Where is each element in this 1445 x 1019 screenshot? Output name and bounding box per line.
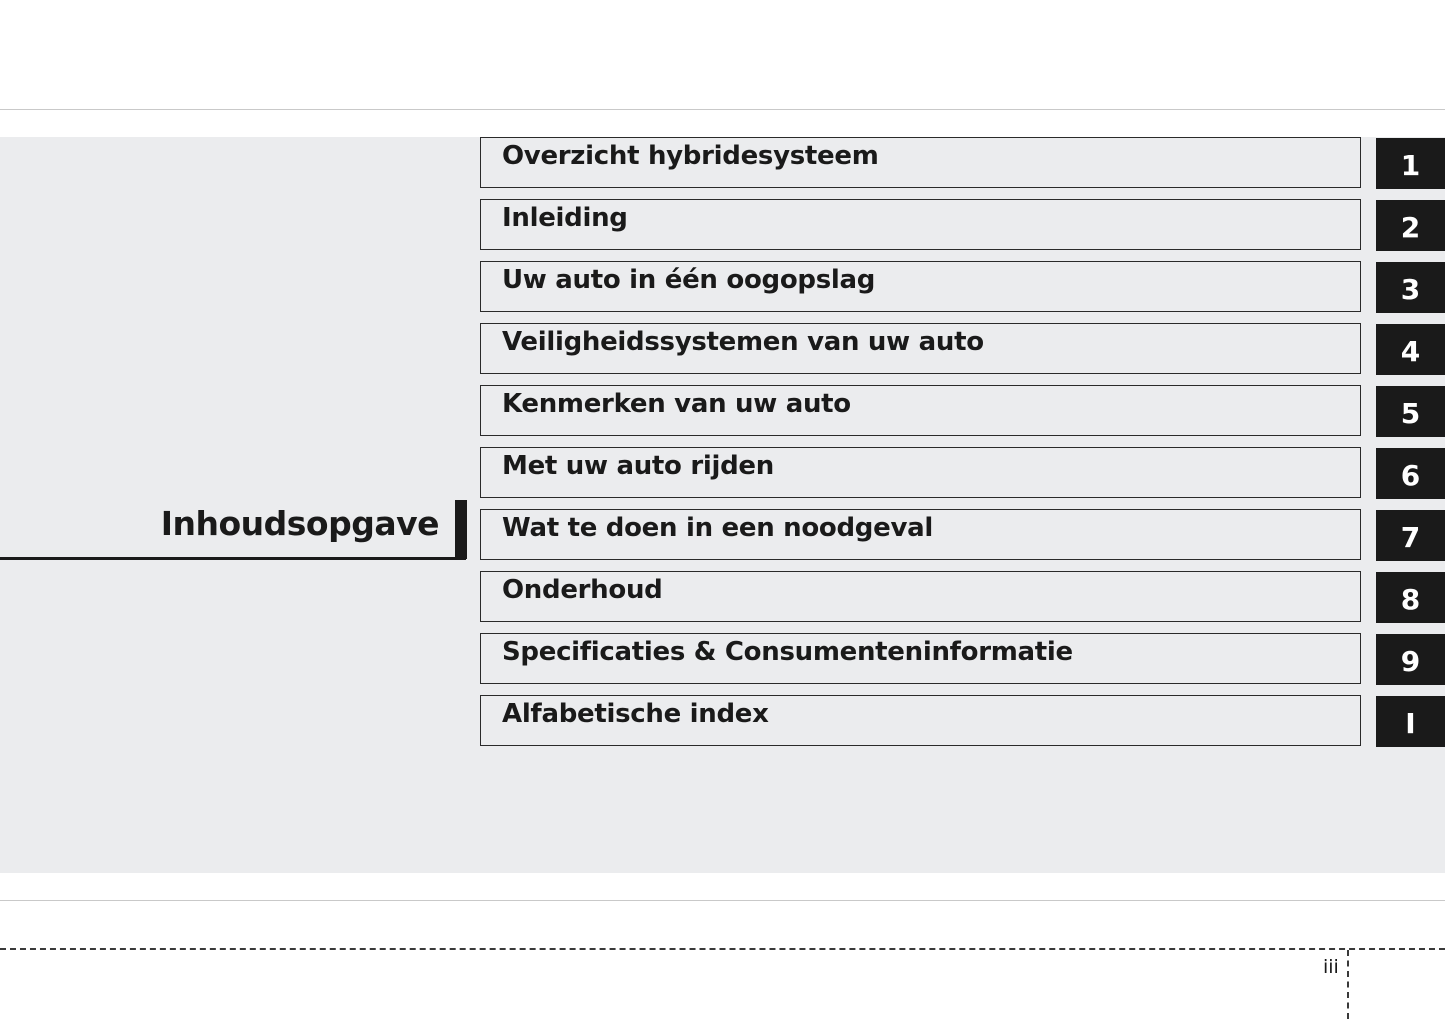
bottom-rule (0, 900, 1445, 901)
chapter-link[interactable] (480, 199, 1361, 250)
chapter-label: Wat te doen in een noodgeval (502, 513, 933, 543)
chapter-number-tab[interactable]: 3 (1376, 262, 1445, 313)
chapter-number-tab[interactable]: I (1376, 696, 1445, 747)
chapter-link[interactable] (480, 571, 1361, 622)
chapter-link[interactable] (480, 261, 1361, 312)
chapter-link[interactable] (480, 509, 1361, 560)
chapter-label: Inleiding (502, 203, 628, 233)
toc-title: Inhoudsopgave (160, 504, 439, 543)
chapter-link[interactable] (480, 447, 1361, 498)
title-marker-bar (455, 500, 467, 559)
chapter-number-tab[interactable]: 5 (1376, 386, 1445, 437)
chapter-number-tab[interactable]: 7 (1376, 510, 1445, 561)
trim-line-horizontal (0, 948, 1445, 950)
chapter-link[interactable] (480, 695, 1361, 746)
chapter-number-tab[interactable]: 1 (1376, 138, 1445, 189)
trim-line-vertical (1347, 950, 1349, 1019)
title-underline (0, 557, 466, 560)
chapter-number-tab[interactable]: 4 (1376, 324, 1445, 375)
chapter-label: Overzicht hybridesysteem (502, 141, 879, 171)
chapter-label: Kenmerken van uw auto (502, 389, 851, 419)
chapter-link[interactable] (480, 385, 1361, 436)
chapter-label: Met uw auto rijden (502, 451, 774, 481)
chapter-number-tab[interactable]: 6 (1376, 448, 1445, 499)
chapter-label: Specificaties & Consumenteninformatie (502, 637, 1073, 667)
chapter-label: Onderhoud (502, 575, 663, 605)
chapter-link[interactable] (480, 323, 1361, 374)
chapter-link[interactable] (480, 633, 1361, 684)
chapter-label: Veiligheidssystemen van uw auto (502, 327, 984, 357)
top-rule (0, 109, 1445, 110)
chapter-number-tab[interactable]: 8 (1376, 572, 1445, 623)
chapter-label: Alfabetische index (502, 699, 769, 729)
chapter-label: Uw auto in één oogopslag (502, 265, 876, 295)
chapter-number-tab[interactable]: 9 (1376, 634, 1445, 685)
page-number: iii (1323, 956, 1339, 978)
chapter-number-tab[interactable]: 2 (1376, 200, 1445, 251)
chapter-link[interactable] (480, 137, 1361, 188)
